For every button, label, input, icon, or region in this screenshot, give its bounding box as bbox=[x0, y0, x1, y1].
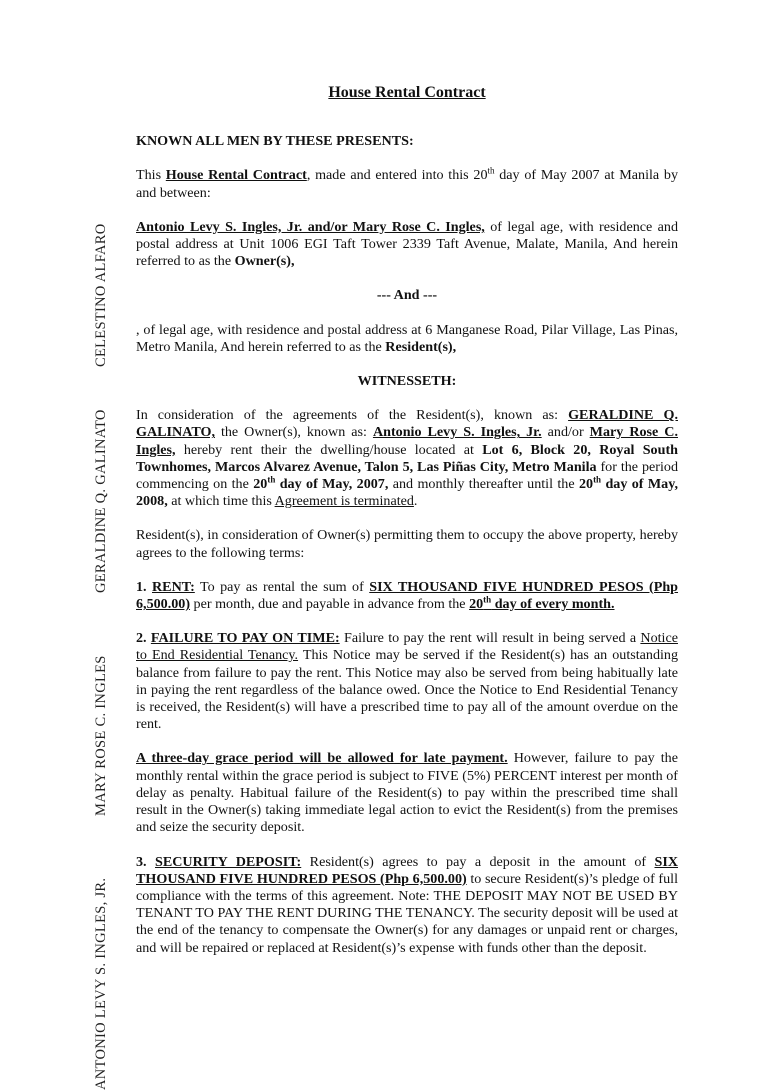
margin-name-geraldine: GERALDINE Q. GALINATO bbox=[93, 409, 109, 593]
resident-paragraph: , of legal age, with residence and postal address at 6 Manganese Road, Pilar Village, Las Pinas, Metro Manila, And herein referred to as the Resident(s), bbox=[136, 321, 678, 355]
and-separator: --- And --- bbox=[376, 287, 438, 304]
owners-paragraph: Antonio Levy S. Ingles, Jr. and/or Mary Rose C. Ingles, of legal age, with residence and postal address at Unit 1006 EGI Taft Tower 2339 Taft Avenue, Malate, Manila, And herein referred to as the Owner(s), bbox=[136, 218, 679, 270]
contract-page bbox=[136, 84, 678, 957]
margin-name-celestino: CELESTINO ALFARO bbox=[93, 223, 109, 367]
intro-paragraph: This House Rental Contract, made and entered into this 20th day of May 2007 at Manila by and between: bbox=[136, 165, 678, 201]
document-title: House Rental Contract bbox=[328, 84, 486, 101]
witnesseth-heading: WITNESSETH: bbox=[357, 373, 457, 390]
margin-name-antonio: ANTONIO LEVY S. INGLES, JR. bbox=[93, 877, 109, 1090]
term-security-deposit: 3. SECURITY DEPOSIT: Resident(s) agrees to pay a deposit in the amount of SIX THOUSAND FIVE HUNDRED PESOS (Php 6,500.00) to secure Resident(s)’s pledge of full compliance with the terms of this agreement. Note: THE DEPOSIT MAY NOT BE USED BY TENANT TO PAY THE RENT DURING THE TENANCY. The security deposit will be used at the end of the tenancy to compensate the Owner(s) for any damages or unpaid rent or charges, and will be repaired or replaced at Resident(s)’s expense with funds other than the deposit. bbox=[136, 853, 679, 956]
margin-name-mary-rose: MARY ROSE C. INGLES bbox=[93, 655, 109, 816]
term-failure-to-pay: 2. FAILURE TO PAY ON TIME: Failure to pay the rent will result in being served a Notice to End Residential Tenancy. This Notice may be served if the Resident(s) has an outstanding balance from failure to pay the rent. This Notice may also be served from being habitually late in paying the rent regardless of the balance owed. Once the Notice to End Residential Tenancy is received, the Resident(s) will have a prescribed time to pay all of the amount overdue on the rent. bbox=[136, 630, 679, 733]
known-all-men: KNOWN ALL MEN BY THESE PRESENTS: bbox=[136, 133, 414, 150]
term-rent: 1. RENT: To pay as rental the sum of SIX THOUSAND FIVE HUNDRED PESOS (Php 6,500.00) per month, due and payable in advance from the 20th day of every month. bbox=[136, 578, 679, 613]
consideration-paragraph: In consideration of the agreements of the Resident(s), known as: GERALDINE Q. GALINATO, the Owner(s), known as: Antonio Levy S. Ingles, Jr. and/or Mary Rose C. Ingles, hereby rent their the dwelling/house located at Lot 6, Block 20, Royal South Townhomes, Marcos Alvarez Avenue, Talon 5, Las Piñas City, Metro Manila for the period commencing on the 20th day of May, 2007, and monthly thereafter until the 20th day of May, 2008, at which time this Agreement is terminated. bbox=[136, 407, 679, 510]
grace-period-paragraph: A three-day grace period will be allowed for late payment. However, failure to pay the monthly rental within the grace period is subject to FIVE (5%) PERCENT interest per month of delay as penalty. Habitual failure of the Resident(s) to pay within the prescribed time shall result in the Owner(s) taking immediate legal action to evict the Resident(s) from the premises and seize the security deposit. bbox=[136, 750, 678, 836]
terms-intro: Resident(s), in consideration of Owner(s) permitting them to occupy the above property, hereby agrees to the following terms: bbox=[136, 527, 678, 561]
